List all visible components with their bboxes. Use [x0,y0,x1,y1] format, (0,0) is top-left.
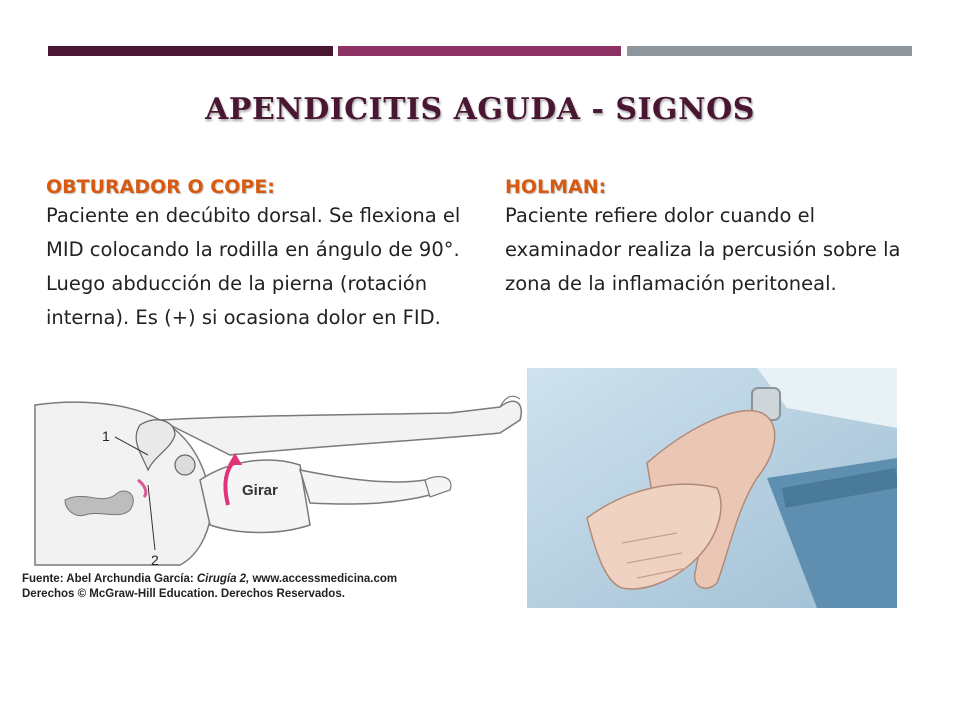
holman-heading: HOLMAN: [505,176,607,198]
obturador-section [46,175,486,335]
holman-photo [527,368,897,608]
credit-rights: Derechos © McGraw-Hill Education. Derechos Reservados. [22,588,345,600]
label-2: 2 [151,552,159,568]
credit-url: www.accessmedicina.com [249,573,398,585]
slide-title: APENDICITIS AGUDA - SIGNOS [205,92,755,127]
holman-text: Paciente refiere dolor cuando el examinador realiza la percusión sobre la zona de la inflamación peritoneal. [505,204,901,295]
accent-bar-3 [627,46,912,56]
credit-source: Fuente: Abel Archundia García: [22,573,197,585]
obturador-text: Paciente en decúbito dorsal. Se flexiona el MID colocando la rodilla en ángulo de 90°. Luego abducción de la pierna (rotación interna). Es (+) si ocasiona dolor en FID. [46,204,461,329]
label-girar: Girar [242,482,278,499]
holman-section [505,175,925,301]
accent-bar-2 [338,46,621,56]
label-1: 1 [102,428,110,444]
obturador-heading: OBTURADOR O COPE: [46,176,275,198]
obturator-illustration [30,385,530,570]
accent-bar-1 [48,46,333,56]
credit-book: Cirugía 2, [196,573,250,585]
figure-credit [22,572,522,602]
